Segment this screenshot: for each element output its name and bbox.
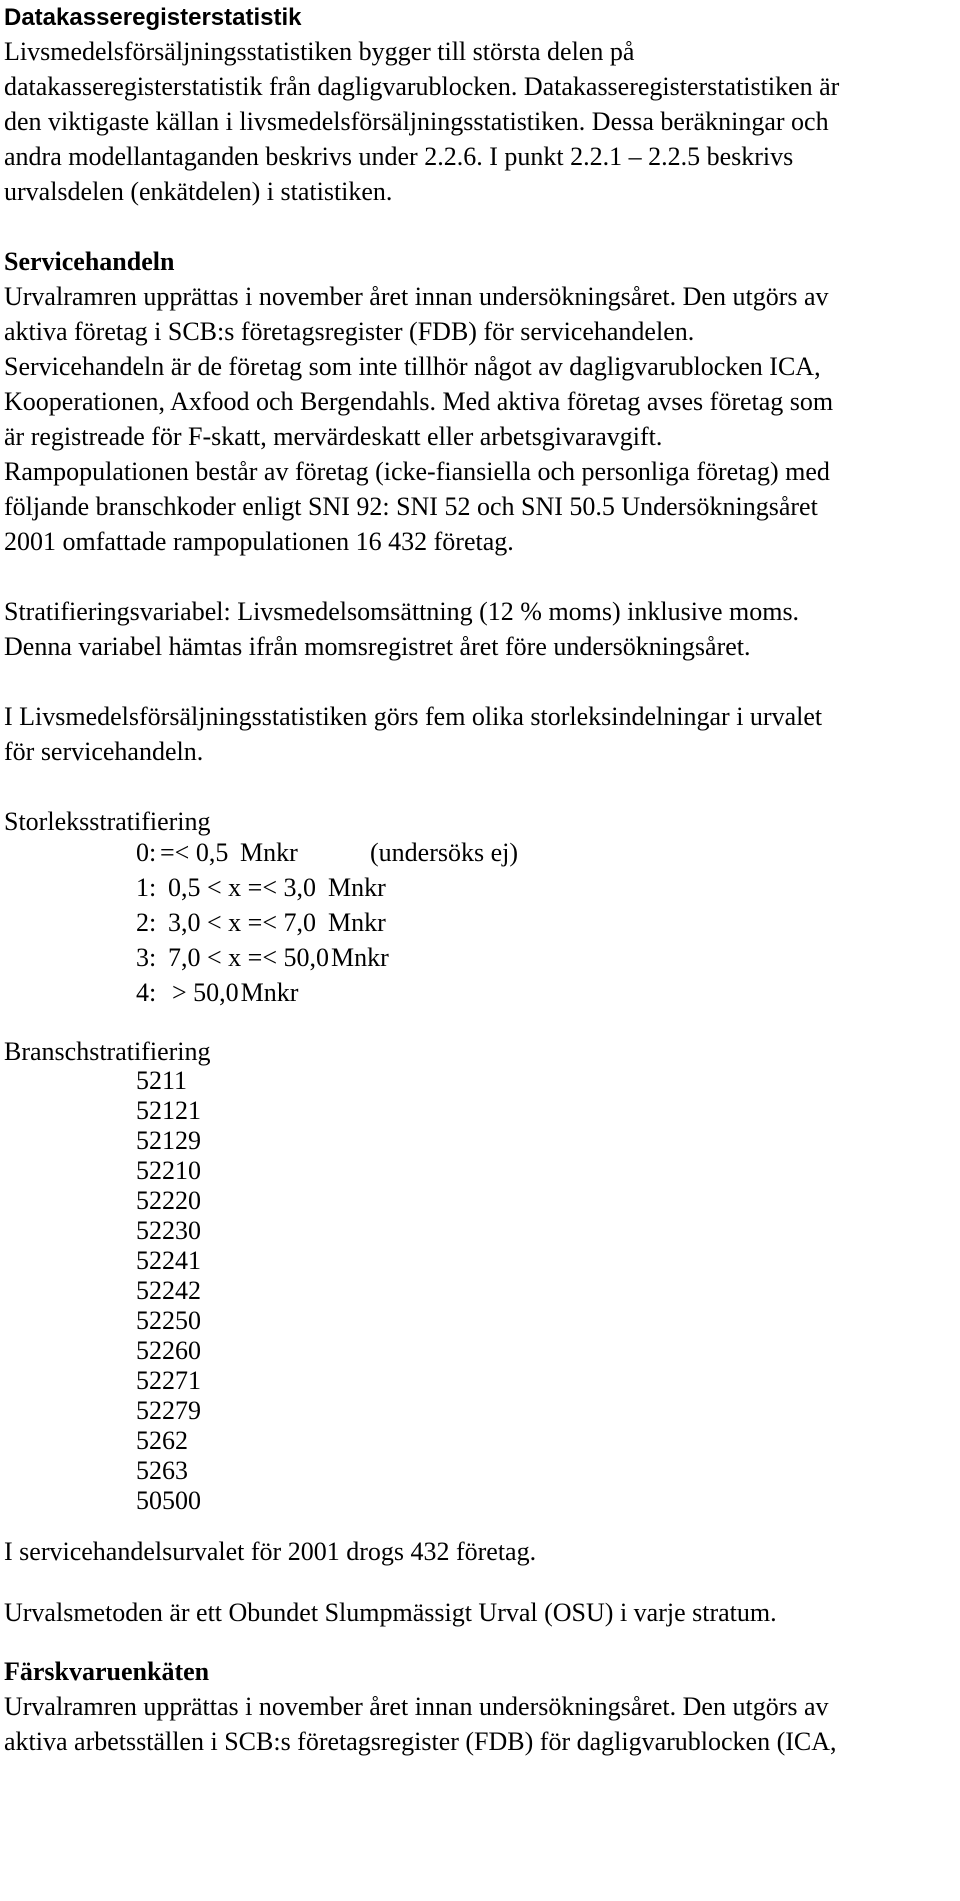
branch-code: 52121 (136, 1096, 201, 1125)
text-line: aktiva företag i SCB:s företagsregister (FDB) för servicehandelen. (4, 317, 695, 346)
text-line: Urvalramren upprättas i november året innan undersökningsåret. Den utgörs av (4, 282, 829, 311)
datakasse-paragraph (4, 34, 956, 209)
branch-code: 52210 (136, 1156, 201, 1185)
text-line: för servicehandeln. (4, 737, 204, 766)
size-stratum (136, 905, 956, 940)
text-line: Kooperationen, Axfood och Bergendahls. Med aktiva företag avses företag som (4, 387, 834, 416)
text-line: Stratifieringsvariabel: Livsmedelsomsättning (12 % moms) inklusive moms. (4, 597, 800, 626)
branch-code: 52271 (136, 1366, 201, 1395)
sample-size-text: I servicehandelsurvalet för 2001 drogs 432 företag. (4, 1537, 537, 1566)
text-line: Servicehandeln är de företag som inte tillhör något av dagligvarublocken ICA, (4, 352, 821, 381)
stratum-unit: Mnkr (240, 838, 298, 867)
size-stratum (136, 835, 956, 870)
text-line: 2001 omfattade rampopulationen 16 432 företag. (4, 527, 514, 556)
branch-code-list (4, 1066, 956, 1516)
text-line: andra modellantaganden beskrivs under 2.2.6. I punkt 2.2.1 – 2.2.5 beskrivs (4, 142, 794, 171)
stratum-range: 7,0 < x =< 50,0 (168, 943, 329, 972)
text-line: den viktigaste källan i livsmedelsförsäljningsstatistiken. Dessa beräkningar och (4, 107, 829, 136)
branch-stratification-heading: Branschstratifiering (4, 1037, 211, 1066)
sampling-method-text: Urvalsmetoden är ett Obundet Slumpmässigt Urval (OSU) i varje stratum. (4, 1598, 777, 1627)
stratum-range: =< 0,5 (160, 838, 229, 867)
stratum-unit: Mnkr (240, 978, 299, 1007)
stratum-unit: Mnkr (328, 908, 386, 937)
heading-farskvaruenkaten: Färskvaruenkäten (4, 1657, 210, 1686)
stratum-number: 2: (136, 908, 157, 937)
stratum-number: 1: (136, 873, 157, 902)
document-page (4, 0, 956, 1759)
branch-code: 5211 (136, 1066, 188, 1095)
text-line: Rampopulationen består av företag (icke-fiansiella och personliga företag) med (4, 457, 830, 486)
text-line: I Livsmedelsförsäljningsstatistiken görs fem olika storleksindelningar i urvalet (4, 702, 823, 731)
text-line: är registreade för F-skatt, mervärdeskatt eller arbetsgivaravgift. (4, 422, 663, 451)
branch-code: 52242 (136, 1276, 201, 1305)
branch-code: 52220 (136, 1186, 201, 1215)
stratum-unit: Mnkr (328, 873, 386, 902)
branch-code: 52230 (136, 1216, 201, 1245)
stratum-range: 3,0 < x =< 7,0 (168, 908, 316, 937)
stratum-range: 0,5 < x =< 3,0 (168, 873, 316, 902)
size-stratum (136, 870, 956, 905)
service-paragraph-1 (4, 279, 956, 559)
stratum-number: 3: (136, 943, 157, 972)
stratum-unit: Mnkr (331, 943, 389, 972)
text-line: aktiva arbetsställen i SCB:s företagsregister (FDB) för dagligvarublocken (ICA, (4, 1727, 837, 1756)
branch-code: 52129 (136, 1126, 201, 1155)
branch-code: 52260 (136, 1336, 201, 1365)
text-line: Denna variabel hämtas ifrån momsregistret året före undersökningsåret. (4, 632, 751, 661)
size-stratification-heading: Storleksstratifiering (4, 807, 211, 836)
service-paragraph-3 (4, 699, 956, 769)
text-line: datakasseregisterstatistik från dagligvarublocken. Datakasseregisterstatistiken är (4, 72, 840, 101)
text-line: Livsmedelsförsäljningsstatistiken bygger till största delen på (4, 37, 635, 66)
service-paragraph-2 (4, 594, 956, 664)
branch-code: 52241 (136, 1246, 201, 1275)
size-stratum (136, 975, 956, 1010)
branch-code: 52250 (136, 1306, 201, 1335)
branch-code: 5262 (136, 1426, 188, 1455)
text-line: Urvalramren upprättas i november året innan undersökningsåret. Den utgörs av (4, 1692, 829, 1721)
heading-datakasseregisterstatistik: Datakasseregisterstatistik (4, 4, 302, 31)
text-line: urvalsdelen (enkätdelen) i statistiken. (4, 177, 393, 206)
size-stratum (136, 940, 956, 975)
stratum-number: 0: (136, 838, 157, 867)
stratum-note: (undersöks ej) (370, 838, 519, 867)
stratum-range: > 50,0 (172, 978, 239, 1007)
branch-code: 52279 (136, 1396, 201, 1425)
branch-code: 50500 (136, 1486, 201, 1515)
heading-servicehandeln: Servicehandeln (4, 247, 175, 276)
size-strata-list (4, 835, 956, 1010)
stratum-number: 4: (136, 978, 157, 1007)
branch-code: 5263 (136, 1456, 188, 1485)
text-line: följande branschkoder enligt SNI 92: SNI 52 och SNI 50.5 Undersökningsåret (4, 492, 818, 521)
farsk-paragraph (4, 1689, 956, 1759)
